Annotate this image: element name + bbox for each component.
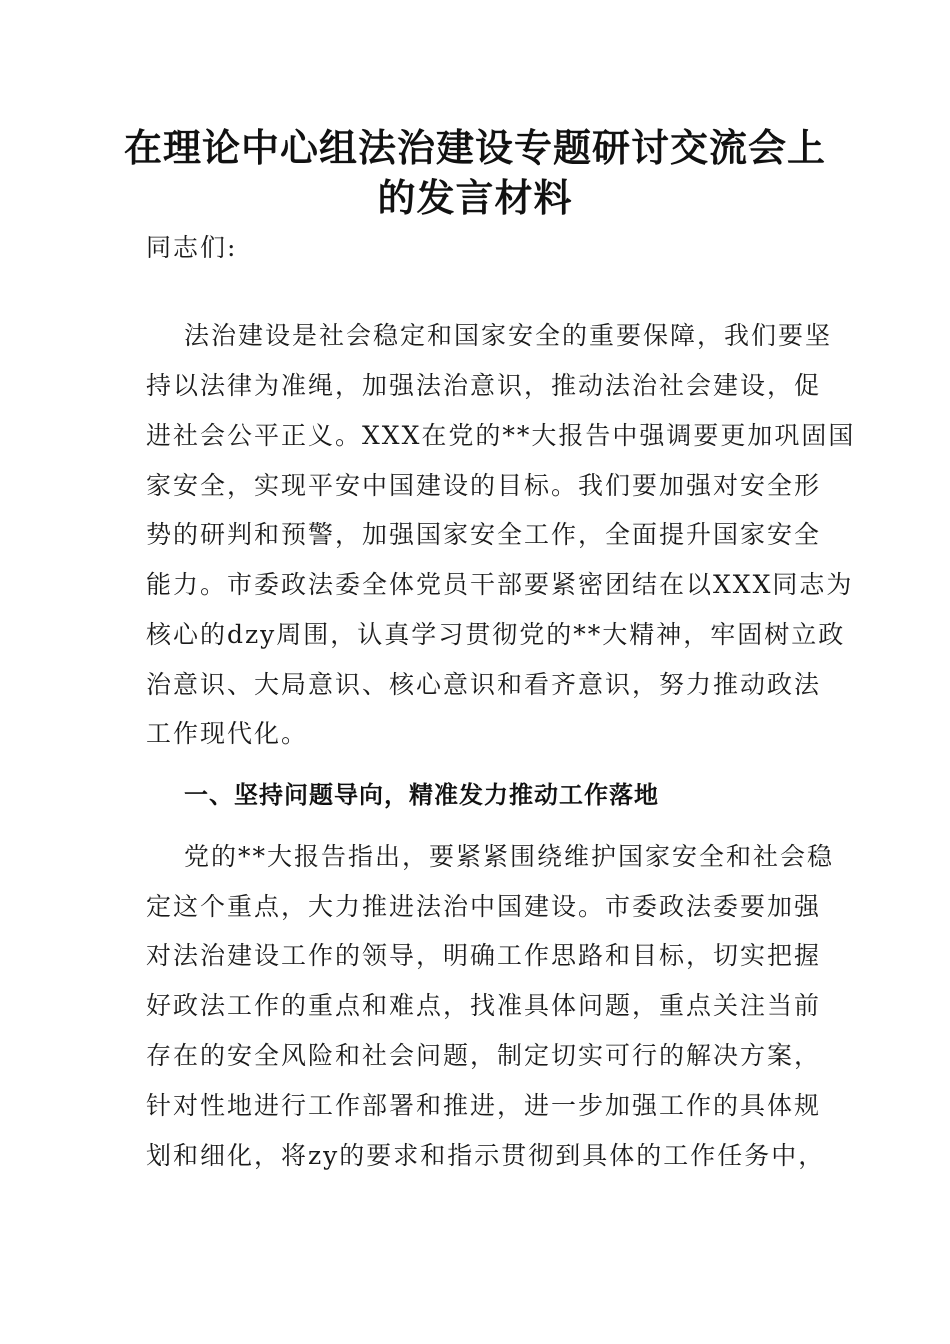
paragraph-2-line: 党的**大报告指出，要紧紧围绕维护国家安全和社会稳	[184, 842, 835, 871]
paragraph-1-line: 家安全，实现平安中国建设的目标。我们要加强对安全形	[146, 471, 822, 500]
paragraph-2-line: 对法治建设工作的领导，明确工作思路和目标，切实把握	[146, 941, 822, 970]
paragraph-1-line: 工作现代化。	[146, 719, 309, 748]
paragraph-1-line: 持以法律为准绳，加强法治意识，推动法治社会建设，促	[146, 371, 822, 400]
paragraph-1-line: 法治建设是社会稳定和国家安全的重要保障，我们要坚	[184, 321, 833, 350]
paragraph-1-line: 能力。市委政法委全体党员干部要紧密团结在以XXX同志为	[146, 570, 854, 599]
paragraph-1-line: 治意识、大局意识、核心意识和看齐意识，努力推动政法	[146, 670, 822, 699]
paragraph-1-line: 核心的dzy周围，认真学习贯彻党的**大精神，牢固树立政	[146, 620, 846, 649]
document-title-line-1: 在理论中心组法治建设专题研讨交流会上	[123, 125, 826, 170]
section-1-heading: 一、坚持问题导向，精准发力推动工作落地	[184, 781, 659, 809]
paragraph-2-line: 划和细化，将zy的要求和指示贯彻到具体的工作任务中，	[146, 1141, 826, 1170]
paragraph-2-line: 好政法工作的重点和难点，找准具体问题，重点关注当前	[146, 991, 822, 1020]
paragraph-2-line: 存在的安全风险和社会问题，制定切实可行的解决方案，	[146, 1041, 822, 1070]
paragraph-2-line: 定这个重点，大力推进法治中国建设。市委政法委要加强	[146, 892, 822, 921]
salutation: 同志们:	[146, 233, 238, 262]
paragraph-1-line: 进社会公平正义。XXX在党的**大报告中强调要更加巩固国	[146, 421, 856, 450]
paragraph-1-line: 势的研判和预警，加强国家安全工作，全面提升国家安全	[146, 520, 822, 549]
document-title-line-2: 的发言材料	[377, 175, 573, 220]
paragraph-2-line: 针对性地进行工作部署和推进，进一步加强工作的具体规	[146, 1091, 822, 1120]
